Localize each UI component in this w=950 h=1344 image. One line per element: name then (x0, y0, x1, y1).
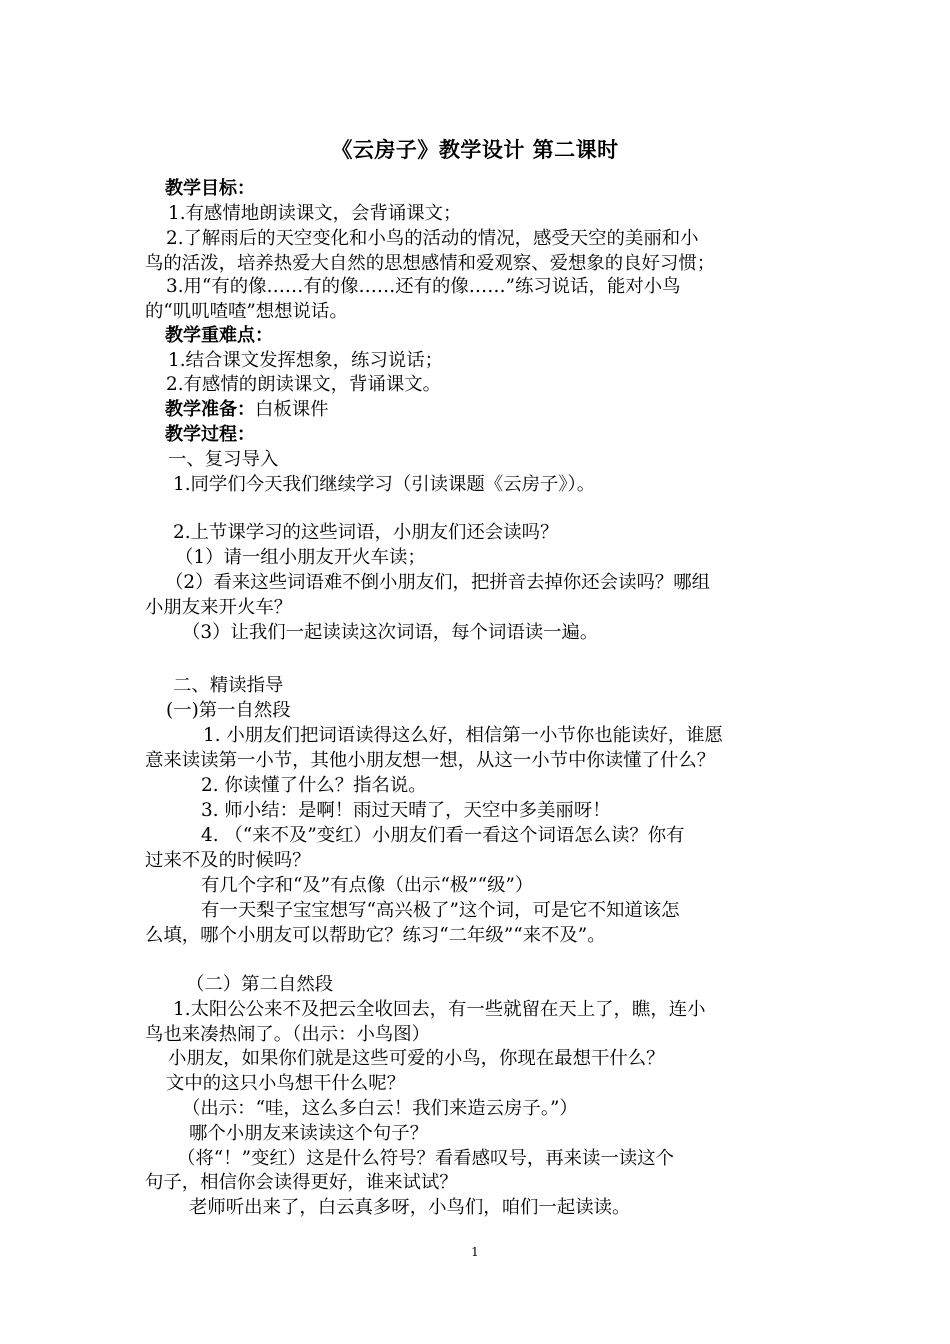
paragraph-line: 2. 你读懂了什么？指名说。 (201, 775, 427, 796)
section-heading: 二、精读指导 (173, 675, 284, 696)
paragraph-line: 2.上节课学习的这些词语，小朋友们还会读吗？ (173, 522, 559, 543)
objective-line: 3.用“有的像……有的像……还有的像……”练习说话，能对小鸟 (166, 276, 681, 297)
paragraph-line: 过来不及的时候吗？ (145, 850, 311, 871)
paragraph-line: 鸟也来凑热闹了。（出示：小鸟图） (145, 1024, 431, 1045)
paragraph-line: （3）让我们一起读读这次词语，每个词语读一遍。 (182, 622, 599, 643)
paragraph-line: 有几个字和“及”有点像（出示“极”“级”） (201, 875, 534, 896)
paragraph-line: 3. 师小结：是啊！雨过天晴了，天空中多美丽呀！ (201, 800, 611, 821)
objective-line: 2.了解雨后的天空变化和小鸟的活动的情况，感受天空的美丽和小 (166, 228, 699, 249)
objective-line: 鸟的活泼，培养热爱大自然的思想感情和爱观察、爱想象的良好习惯； (145, 253, 716, 274)
preparation-value: 白板课件 (255, 399, 329, 420)
key-point-line: 2.有感情的朗读课文，背诵课文。 (166, 374, 442, 395)
key-point-line: 1.结合课文发挥想象，练习说话； (168, 350, 444, 371)
heading-key-points: 教学重难点： (165, 325, 273, 346)
document-title: 《云房子》教学设计 第二课时 (331, 138, 619, 162)
subsection-heading: (一)第一自然段 (166, 700, 291, 721)
paragraph-line: （将“！”变红）这是什么符号？看看感叹号，再来读一读这个 (177, 1148, 674, 1169)
paragraph-line: 小朋友来开火车？ (145, 597, 293, 618)
section-heading: 一、复习导入 (168, 449, 279, 470)
paragraph-line: （出示：“哇，这么多白云！我们来造云房子。”） (182, 1098, 578, 1119)
paragraph-line: （2）看来这些词语难不倒小朋友们，把拼音去掉你还会读吗？哪组 (165, 572, 711, 593)
heading-process: 教学过程： (165, 424, 255, 445)
paragraph-line: 句子，相信你会读得更好，谁来试试？ (145, 1172, 458, 1193)
paragraph-line: 意来读读第一小节，其他小朋友想一想，从这一小节中你读懂了什么？ (145, 750, 716, 771)
paragraph-line: 有一天梨子宝宝想写“高兴极了”这个词，可是它不知道该怎 (201, 900, 680, 921)
paragraph-line: 老师听出来了，白云真多呀，小鸟们，咱们一起读读。 (189, 1197, 631, 1218)
paragraph-line: 小朋友，如果你们就是这些可爱的小鸟，你现在最想干什么？ (168, 1048, 665, 1069)
paragraph-line: 4. （“来不及”变红）小朋友们看一看这个词语怎么读？你有 (201, 825, 685, 846)
preparation-line (165, 397, 329, 423)
heading-preparation: 教学准备： (165, 399, 255, 420)
paragraph-line: 1.同学们今天我们继续学习（引读课题《云房子》）。 (173, 474, 596, 495)
objective-line: 的“叽叽喳喳”想想说话。 (145, 301, 348, 322)
subsection-heading: （二）第二自然段 (186, 974, 334, 995)
heading-objectives: 教学目标： (165, 178, 255, 199)
paragraph-line: 文中的这只小鸟想干什么呢？ (166, 1073, 406, 1094)
paragraph-line: 么填，哪个小朋友可以帮助它？练习“二年级”“来不及”。 (145, 925, 606, 946)
paragraph-line: （1）请一组小朋友开火车读； (175, 547, 426, 568)
page-number: 1 (471, 1245, 479, 1259)
paragraph-line: 1. 小朋友们把词语读得这么好，相信第一小节你也能读好，谁愿 (203, 725, 723, 746)
paragraph-line: 1.太阳公公来不及把云全收回去，有一些就留在天上了，瞧，连小 (173, 999, 706, 1020)
objective-line: 1.有感情地朗读课文，会背诵课文； (168, 203, 462, 224)
paragraph-line: 哪个小朋友来读读这个句子？ (189, 1123, 429, 1144)
